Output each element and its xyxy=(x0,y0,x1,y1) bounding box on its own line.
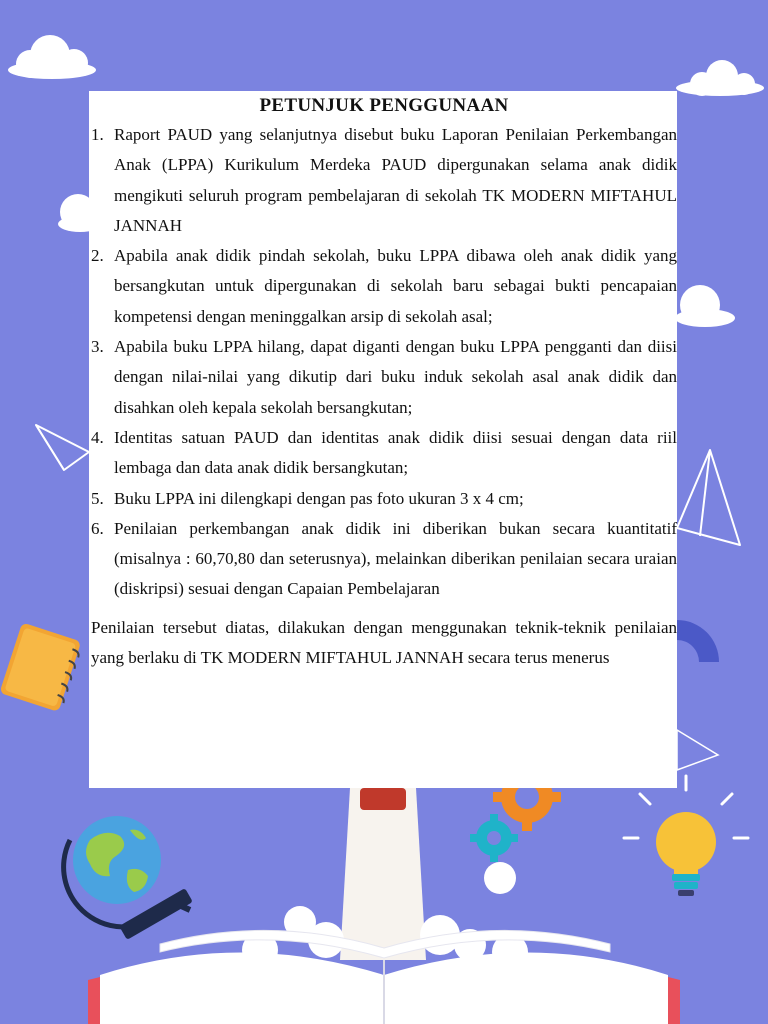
cloud-icon xyxy=(675,285,735,327)
list-item-text: Raport PAUD yang selanjutnya disebut buku Laporan Penilaian Perkembangan Anak (LPPA) Kurikulum Merdeka PAUD dipergunakan selama anak didik mengikuti seluruh program pembelajaran di sekolah TK MODERN MIFTAHUL JANNAH xyxy=(114,125,677,235)
list-item-number: 2. xyxy=(91,246,104,266)
paper-plane-icon xyxy=(677,450,740,545)
cloud-icon xyxy=(8,35,96,79)
light-bulb-icon xyxy=(624,776,748,896)
list-item-number: 6. xyxy=(91,518,104,538)
list-item-text: Apabila buku LPPA hilang, dapat diganti dengan buku LPPA pengganti dan diisi dengan nilai-nilai yang dikutip dari buku induk sekolah asal anak didik dan disahkan oleh kepala sekolah bersangkutan; xyxy=(114,337,677,417)
page-title: PETUNJUK PENGGUNAAN xyxy=(259,95,509,116)
instructions-card xyxy=(89,91,677,788)
paper-plane-icon xyxy=(677,730,718,770)
list-item xyxy=(91,423,677,484)
list-item xyxy=(91,514,677,605)
list-item-number: 3. xyxy=(91,337,104,357)
list-item-text: Penilaian perkembangan anak didik ini diberikan bukan secara kuantitatif (misalnya : 60,70,80 dan seterusnya), melainkan diberikan penilaian secara uraian (diskripsi) sesuai dengan Capaian Pembelajaran xyxy=(114,518,677,599)
list-item-number: 4. xyxy=(91,427,104,447)
cloud-icon xyxy=(676,60,764,96)
list-item xyxy=(91,484,677,514)
list-item-number: 5. xyxy=(91,488,104,508)
protractor-icon xyxy=(677,620,719,662)
paper-plane-icon xyxy=(36,425,89,470)
list-item-text: Identitas satuan PAUD dan identitas anak didik diisi sesuai dengan data riil lembaga dan data anak didik bersangkutan; xyxy=(114,427,677,478)
list-item xyxy=(91,332,677,423)
rocket-icon xyxy=(340,788,426,960)
list-item xyxy=(91,241,677,332)
instruction-list xyxy=(91,120,677,605)
list-item-text: Buku LPPA ini dilengkapi dengan pas foto ukuran 3 x 4 cm; xyxy=(114,488,524,508)
gear-icon xyxy=(470,814,518,862)
list-item-text: Apabila anak didik pindah sekolah, buku LPPA dibawa oleh anak didik yang bersangkutan untuk dipergunakan di sekolah baru sebagai bukti pencapaian kompetensi dengan meninggalkan arsip di sekolah asal; xyxy=(114,246,677,326)
globe-icon xyxy=(64,816,193,940)
closing-paragraph: Penilaian tersebut diatas, dilakukan dengan menggunakan teknik-teknik penilaian yang berlaku di TK MODERN MIFTAHUL JANNAH secara terus menerus xyxy=(91,617,677,668)
notebook-icon xyxy=(0,622,83,712)
list-item-number: 1. xyxy=(91,125,104,144)
list-item xyxy=(91,120,677,241)
